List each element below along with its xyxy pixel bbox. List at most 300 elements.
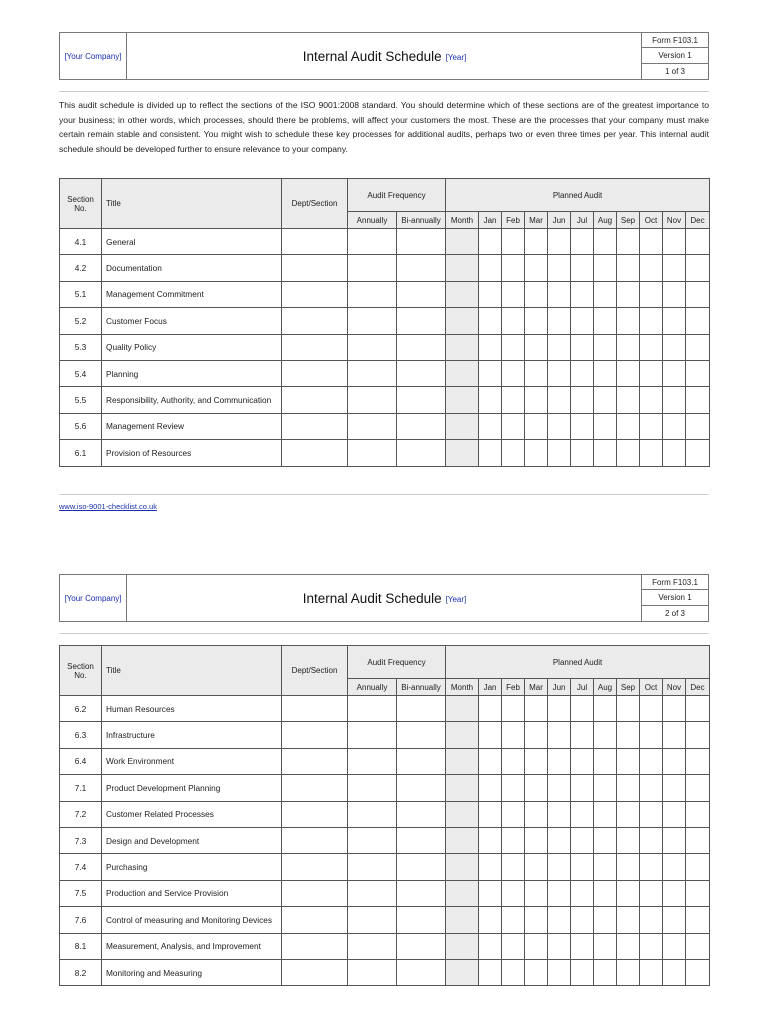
dec-cell[interactable] [686,959,710,985]
sep-cell[interactable] [617,880,640,906]
feb-cell[interactable] [502,440,525,466]
sep-cell[interactable] [617,801,640,827]
bi-annually-cell[interactable] [397,801,446,827]
jan-cell[interactable] [479,440,502,466]
mar-cell[interactable] [525,748,548,774]
nov-cell[interactable] [663,255,686,281]
sep-cell[interactable] [617,255,640,281]
annually-cell[interactable] [348,827,397,853]
jul-cell[interactable] [571,360,594,386]
dept-cell[interactable] [282,387,348,413]
jul-cell[interactable] [571,933,594,959]
dec-cell[interactable] [686,440,710,466]
feb-cell[interactable] [502,880,525,906]
dept-cell[interactable] [282,775,348,801]
bi-annually-cell[interactable] [397,229,446,255]
dept-cell[interactable] [282,722,348,748]
dec-cell[interactable] [686,880,710,906]
jul-cell[interactable] [571,255,594,281]
dec-cell[interactable] [686,308,710,334]
feb-cell[interactable] [502,775,525,801]
jun-cell[interactable] [548,334,571,360]
bi-annually-cell[interactable] [397,880,446,906]
jul-cell[interactable] [571,229,594,255]
mar-cell[interactable] [525,413,548,439]
jun-cell[interactable] [548,440,571,466]
jan-cell[interactable] [479,722,502,748]
dept-cell[interactable] [282,229,348,255]
sep-cell[interactable] [617,360,640,386]
section-number: 5.3 [60,334,102,360]
dec-cell[interactable] [686,801,710,827]
nov-cell[interactable] [663,827,686,853]
jan-cell[interactable] [479,255,502,281]
bi-annually-cell[interactable] [397,907,446,933]
feb-cell[interactable] [502,801,525,827]
sep-cell[interactable] [617,696,640,722]
jul-cell[interactable] [571,440,594,466]
feb-cell[interactable] [502,308,525,334]
sep-cell[interactable] [617,281,640,307]
dept-cell[interactable] [282,696,348,722]
oct-cell[interactable] [640,229,663,255]
aug-cell[interactable] [594,360,617,386]
month-cell[interactable] [446,229,479,255]
jan-cell[interactable] [479,229,502,255]
sep-cell[interactable] [617,933,640,959]
bi-annually-cell[interactable] [397,413,446,439]
feb-cell[interactable] [502,933,525,959]
table-row [60,387,710,413]
annually-cell[interactable] [348,308,397,334]
jan-cell[interactable] [479,696,502,722]
mar-cell[interactable] [525,281,548,307]
table-row [60,696,710,722]
aug-cell[interactable] [594,413,617,439]
jan-cell[interactable] [479,854,502,880]
month-cell[interactable] [446,360,479,386]
aug-cell[interactable] [594,880,617,906]
jun-cell[interactable] [548,880,571,906]
oct-cell[interactable] [640,387,663,413]
annually-cell[interactable] [348,775,397,801]
bi-annually-cell[interactable] [397,933,446,959]
jul-cell[interactable] [571,334,594,360]
table-row [60,334,710,360]
nov-cell[interactable] [663,308,686,334]
mar-cell[interactable] [525,880,548,906]
dec-cell[interactable] [686,413,710,439]
jan-cell[interactable] [479,933,502,959]
mar-cell[interactable] [525,696,548,722]
jun-cell[interactable] [548,229,571,255]
jan-cell[interactable] [479,334,502,360]
dept-cell[interactable] [282,854,348,880]
oct-cell[interactable] [640,440,663,466]
month-cell[interactable] [446,387,479,413]
annually-cell[interactable] [348,959,397,985]
jan-cell[interactable] [479,360,502,386]
annually-cell[interactable] [348,255,397,281]
month-cell[interactable] [446,413,479,439]
dec-cell[interactable] [686,281,710,307]
annually-cell[interactable] [348,722,397,748]
jul-cell[interactable] [571,722,594,748]
annually-cell[interactable] [348,907,397,933]
feb-cell[interactable] [502,696,525,722]
sep-cell[interactable] [617,308,640,334]
annually-cell[interactable] [348,933,397,959]
jul-cell[interactable] [571,696,594,722]
dept-cell[interactable] [282,334,348,360]
dept-cell[interactable] [282,801,348,827]
aug-cell[interactable] [594,801,617,827]
annually-cell[interactable] [348,748,397,774]
mar-cell[interactable] [525,387,548,413]
annually-cell[interactable] [348,440,397,466]
oct-cell[interactable] [640,413,663,439]
jun-cell[interactable] [548,748,571,774]
jan-cell[interactable] [479,281,502,307]
sep-cell[interactable] [617,748,640,774]
nov-cell[interactable] [663,229,686,255]
mar-cell[interactable] [525,360,548,386]
mar-cell[interactable] [525,334,548,360]
nov-cell[interactable] [663,933,686,959]
jan-cell[interactable] [479,413,502,439]
jun-cell[interactable] [548,413,571,439]
dept-cell[interactable] [282,255,348,281]
oct-cell[interactable] [640,722,663,748]
jun-cell[interactable] [548,959,571,985]
jul-cell[interactable] [571,880,594,906]
sep-cell[interactable] [617,387,640,413]
section-number: 8.2 [60,959,102,985]
aug-cell[interactable] [594,229,617,255]
jun-cell[interactable] [548,696,571,722]
jan-cell[interactable] [479,880,502,906]
sep-cell[interactable] [617,334,640,360]
aug-cell[interactable] [594,775,617,801]
annually-cell[interactable] [348,334,397,360]
oct-cell[interactable] [640,854,663,880]
jul-cell[interactable] [571,827,594,853]
jun-cell[interactable] [548,907,571,933]
feb-cell[interactable] [502,360,525,386]
dept-cell[interactable] [282,440,348,466]
feb-cell[interactable] [502,907,525,933]
nov-cell[interactable] [663,854,686,880]
nov-cell[interactable] [663,440,686,466]
month-cell[interactable] [446,255,479,281]
month-cell[interactable] [446,281,479,307]
section-number: 4.1 [60,229,102,255]
month-cell[interactable] [446,748,479,774]
jul-cell[interactable] [571,959,594,985]
dec-cell[interactable] [686,722,710,748]
feb-cell[interactable] [502,413,525,439]
dept-cell[interactable] [282,959,348,985]
mar-cell[interactable] [525,827,548,853]
jul-cell[interactable] [571,775,594,801]
jan-cell[interactable] [479,775,502,801]
oct-cell[interactable] [640,281,663,307]
annually-cell[interactable] [348,413,397,439]
nov-cell[interactable] [663,907,686,933]
month-cell[interactable] [446,334,479,360]
dec-cell[interactable] [686,334,710,360]
jul-cell[interactable] [571,413,594,439]
sep-cell[interactable] [617,413,640,439]
oct-cell[interactable] [640,775,663,801]
jan-cell[interactable] [479,801,502,827]
jan-cell[interactable] [479,387,502,413]
feb-cell[interactable] [502,748,525,774]
feb-cell[interactable] [502,255,525,281]
annually-cell[interactable] [348,229,397,255]
mar-cell[interactable] [525,854,548,880]
aug-cell[interactable] [594,308,617,334]
jun-cell[interactable] [548,308,571,334]
dept-cell[interactable] [282,827,348,853]
section-title: General [102,229,282,255]
annually-cell[interactable] [348,854,397,880]
nov-cell[interactable] [663,959,686,985]
dept-cell[interactable] [282,933,348,959]
dec-cell[interactable] [686,827,710,853]
annually-cell[interactable] [348,360,397,386]
nov-cell[interactable] [663,281,686,307]
nov-cell[interactable] [663,748,686,774]
bi-annually-cell[interactable] [397,854,446,880]
month-cell[interactable] [446,959,479,985]
mar-cell[interactable] [525,801,548,827]
oct-cell[interactable] [640,696,663,722]
bi-annually-cell[interactable] [397,255,446,281]
mar-cell[interactable] [525,775,548,801]
aug-cell[interactable] [594,440,617,466]
month-cell[interactable] [446,880,479,906]
dec-cell[interactable] [686,387,710,413]
bi-annually-cell[interactable] [397,440,446,466]
mar-cell[interactable] [525,229,548,255]
bi-annually-cell[interactable] [397,827,446,853]
nov-cell[interactable] [663,722,686,748]
jan-cell[interactable] [479,308,502,334]
jun-cell[interactable] [548,933,571,959]
month-cell[interactable] [446,801,479,827]
oct-cell[interactable] [640,801,663,827]
month-cell[interactable] [446,933,479,959]
sep-cell[interactable] [617,775,640,801]
oct-cell[interactable] [640,255,663,281]
dept-cell[interactable] [282,360,348,386]
mar-cell[interactable] [525,308,548,334]
mar-cell[interactable] [525,440,548,466]
header-annually: Annually [348,212,397,229]
aug-cell[interactable] [594,748,617,774]
month-cell[interactable] [446,696,479,722]
feb-cell[interactable] [502,722,525,748]
month-cell[interactable] [446,722,479,748]
bi-annually-cell[interactable] [397,281,446,307]
dec-cell[interactable] [686,748,710,774]
nov-cell[interactable] [663,387,686,413]
jan-cell[interactable] [479,827,502,853]
jun-cell[interactable] [548,801,571,827]
annually-cell[interactable] [348,801,397,827]
feb-cell[interactable] [502,281,525,307]
jul-cell[interactable] [571,281,594,307]
jun-cell[interactable] [548,854,571,880]
feb-cell[interactable] [502,334,525,360]
jul-cell[interactable] [571,308,594,334]
jul-cell[interactable] [571,801,594,827]
header-section-no: Section No. [60,179,102,229]
bi-annually-cell[interactable] [397,696,446,722]
jul-cell[interactable] [571,387,594,413]
nov-cell[interactable] [663,696,686,722]
bi-annually-cell[interactable] [397,959,446,985]
feb-cell[interactable] [502,387,525,413]
dec-cell[interactable] [686,854,710,880]
bi-annually-cell[interactable] [397,334,446,360]
dept-cell[interactable] [282,907,348,933]
annually-cell[interactable] [348,696,397,722]
dept-cell[interactable] [282,748,348,774]
month-cell[interactable] [446,775,479,801]
mar-cell[interactable] [525,722,548,748]
oct-cell[interactable] [640,360,663,386]
aug-cell[interactable] [594,696,617,722]
section-title: Human Resources [102,696,282,722]
dept-cell[interactable] [282,880,348,906]
nov-cell[interactable] [663,413,686,439]
oct-cell[interactable] [640,748,663,774]
month-cell[interactable] [446,907,479,933]
oct-cell[interactable] [640,334,663,360]
bi-annually-cell[interactable] [397,748,446,774]
nov-cell[interactable] [663,801,686,827]
oct-cell[interactable] [640,308,663,334]
bi-annually-cell[interactable] [397,308,446,334]
mar-cell[interactable] [525,933,548,959]
sep-cell[interactable] [617,722,640,748]
month-cell[interactable] [446,827,479,853]
bi-annually-cell[interactable] [397,387,446,413]
sep-cell[interactable] [617,827,640,853]
bi-annually-cell[interactable] [397,775,446,801]
dept-cell[interactable] [282,308,348,334]
mar-cell[interactable] [525,907,548,933]
form-number: Form F103.1 [642,33,708,48]
divider [59,494,709,495]
aug-cell[interactable] [594,854,617,880]
jan-cell[interactable] [479,907,502,933]
aug-cell[interactable] [594,907,617,933]
jun-cell[interactable] [548,775,571,801]
feb-cell[interactable] [502,827,525,853]
mar-cell[interactable] [525,255,548,281]
feb-cell[interactable] [502,229,525,255]
sep-cell[interactable] [617,440,640,466]
dec-cell[interactable] [686,229,710,255]
jun-cell[interactable] [548,387,571,413]
dec-cell[interactable] [686,696,710,722]
jun-cell[interactable] [548,360,571,386]
month-cell[interactable] [446,308,479,334]
header-audit-frequency: Audit Frequency [348,646,446,679]
jun-cell[interactable] [548,722,571,748]
aug-cell[interactable] [594,387,617,413]
header-annually: Annually [348,679,397,696]
sep-cell[interactable] [617,854,640,880]
month-cell[interactable] [446,440,479,466]
dec-cell[interactable] [686,775,710,801]
bi-annually-cell[interactable] [397,722,446,748]
jun-cell[interactable] [548,827,571,853]
jul-cell[interactable] [571,748,594,774]
jan-cell[interactable] [479,748,502,774]
aug-cell[interactable] [594,933,617,959]
sep-cell[interactable] [617,907,640,933]
section-title: Product Development Planning [102,775,282,801]
nov-cell[interactable] [663,334,686,360]
oct-cell[interactable] [640,827,663,853]
header-nov: Nov [663,679,686,696]
dec-cell[interactable] [686,933,710,959]
annually-cell[interactable] [348,281,397,307]
feb-cell[interactable] [502,854,525,880]
aug-cell[interactable] [594,827,617,853]
aug-cell[interactable] [594,255,617,281]
dec-cell[interactable] [686,255,710,281]
header-bi-annually: Bi-annually [397,212,446,229]
mar-cell[interactable] [525,959,548,985]
oct-cell[interactable] [640,959,663,985]
nov-cell[interactable] [663,775,686,801]
divider [59,633,709,634]
aug-cell[interactable] [594,334,617,360]
annually-cell[interactable] [348,880,397,906]
sep-cell[interactable] [617,229,640,255]
dept-cell[interactable] [282,281,348,307]
month-cell[interactable] [446,854,479,880]
website-link[interactable]: www.iso-9001-checklist.co.uk [59,502,157,511]
dec-cell[interactable] [686,360,710,386]
feb-cell[interactable] [502,959,525,985]
oct-cell[interactable] [640,933,663,959]
aug-cell[interactable] [594,281,617,307]
sep-cell[interactable] [617,959,640,985]
jul-cell[interactable] [571,854,594,880]
dept-cell[interactable] [282,413,348,439]
bi-annually-cell[interactable] [397,360,446,386]
jul-cell[interactable] [571,907,594,933]
jun-cell[interactable] [548,255,571,281]
aug-cell[interactable] [594,959,617,985]
jun-cell[interactable] [548,281,571,307]
section-title: Management Review [102,413,282,439]
nov-cell[interactable] [663,360,686,386]
nov-cell[interactable] [663,880,686,906]
oct-cell[interactable] [640,880,663,906]
dec-cell[interactable] [686,907,710,933]
aug-cell[interactable] [594,722,617,748]
oct-cell[interactable] [640,907,663,933]
jan-cell[interactable] [479,959,502,985]
annually-cell[interactable] [348,387,397,413]
